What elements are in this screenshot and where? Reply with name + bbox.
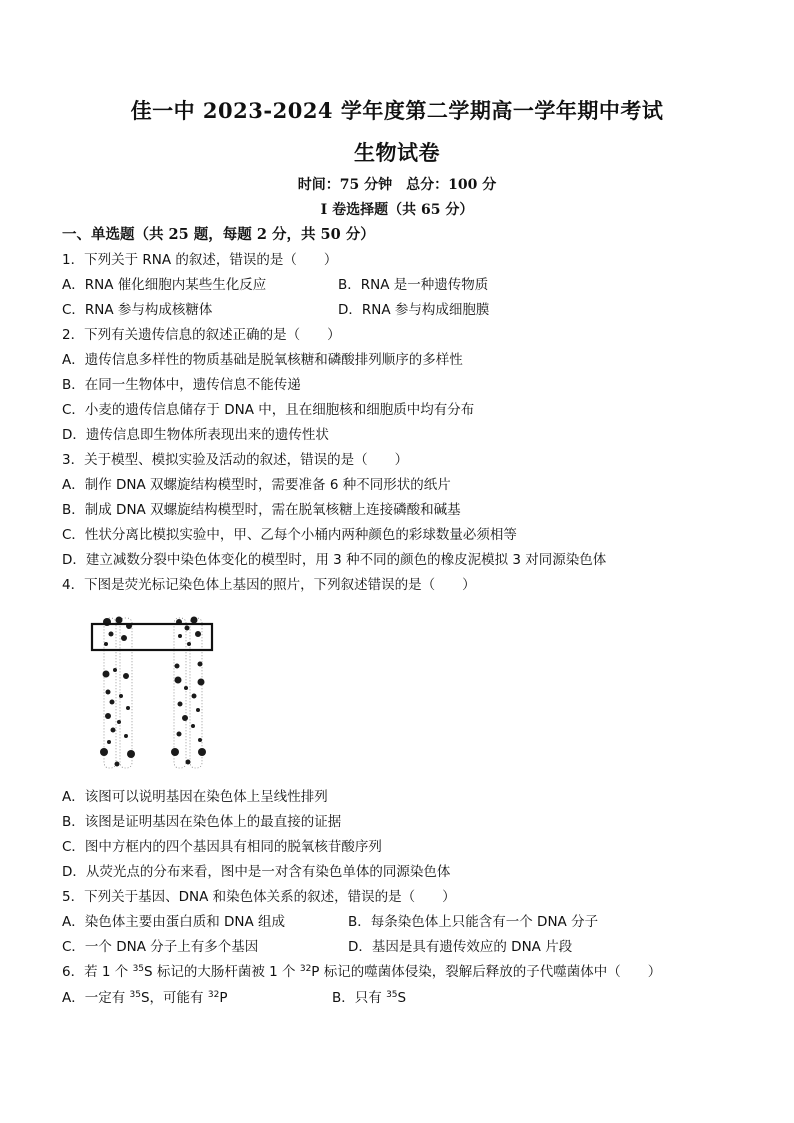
time-score-info: 时间：75 分钟 总分：100 分 <box>297 177 497 193</box>
part-title: I 卷选择题（共 65 分） <box>320 202 474 218</box>
question-4-option-c: C．图中方框内的四个基因具有相同的脱氧核苷酸序列 <box>62 839 382 855</box>
question-5-stem: 5．下列关于基因、DNA 和染色体关系的叙述，错误的是（ ） <box>62 889 456 905</box>
question-1-option-a: A．RNA 催化细胞内某些生化反应 <box>62 277 267 293</box>
question-4-option-b: B．该图是证明基因在染色体上的最直接的证据 <box>62 814 342 830</box>
question-2-option-b: B．在同一生物体中，遗传信息不能传递 <box>62 377 301 393</box>
subject-title: 生物试卷 <box>354 140 440 165</box>
question-5-option-d: D．基因是具有遗传效应的 DNA 片段 <box>348 939 573 955</box>
question-1-option-b: B．RNA 是一种遗传物质 <box>338 277 489 293</box>
question-6-option-a: A．一定有 $^{35}$S，可能有 $^{32}$P <box>62 990 228 1006</box>
question-1-option-c: C．RNA 参与构成核糖体 <box>62 302 213 318</box>
question-3-stem: 3．关于模型、模拟实验及活动的叙述，错误的是（ ） <box>62 452 409 468</box>
question-6-option-b: B．只有 $^{35}$S <box>332 990 407 1006</box>
question-2-option-c: C．小麦的遗传信息储存于 DNA 中，且在细胞核和细胞质中均有分布 <box>62 402 475 418</box>
question-1-option-d: D．RNA 参与构成细胞膜 <box>338 302 490 318</box>
question-5-option-a: A．染色体主要由蛋白质和 DNA 组成 <box>62 914 286 930</box>
question-4-option-a: A．该图可以说明基因在染色体上呈线性排列 <box>62 789 328 805</box>
question-2-option-a: A．遗传信息多样性的物质基础是脱氧核糖和磷酸排列顺序的多样性 <box>62 352 463 368</box>
question-3-option-b: B．制成 DNA 双螺旋结构模型时，需在脱氧核糖上连接磷酸和碱基 <box>62 502 461 518</box>
question-4-option-d: D．从荧光点的分布来看，图中是一对含有染色单体的同源染色体 <box>62 864 451 880</box>
section-heading: 一、单选题（共 25 题，每题 2 分，共 50 分） <box>62 226 375 243</box>
question-3-option-a: A．制作 DNA 双螺旋结构模型时，需要准备 6 种不同形状的纸片 <box>62 477 451 493</box>
question-3-option-c: C．性状分离比模拟实验中，甲、乙每个小桶内两种颜色的彩球数量必须相等 <box>62 527 517 543</box>
exam-title: 佳一中 2023-2024 学年度第二学期高一学年期中考试 <box>130 98 664 123</box>
question-6-stem: 6．若 1 个 $^{35}$S 标记的大肠杆菌被 1 个 $^{32}$P 标记的噬菌体侵染，裂解后释放的子代噬菌体中（ ） <box>62 964 662 980</box>
question-1-stem: 1．下列关于 RNA 的叙述，错误的是（ ） <box>62 252 338 268</box>
question-2-option-d: D．遗传信息即生物体所表现出来的遗传性状 <box>62 427 329 443</box>
chromosome-fluorescence-figure <box>84 604 224 776</box>
question-5-option-b: B．每条染色体上只能含有一个 DNA 分子 <box>348 914 599 930</box>
question-2-stem: 2．下列有关遗传信息的叙述正确的是（ ） <box>62 327 341 343</box>
chromosome-left <box>100 617 135 769</box>
gene-highlight-box <box>92 624 212 650</box>
question-5-option-c: C．一个 DNA 分子上有多个基因 <box>62 939 259 955</box>
chromosome-right <box>171 617 206 769</box>
question-3-option-d: D．建立减数分裂中染色体变化的模型时，用 3 种不同的颜色的橡皮泥模拟 3 对同源染色体 <box>62 552 607 568</box>
question-4-stem: 4．下图是荧光标记染色体上基因的照片，下列叙述错误的是（ ） <box>62 577 476 593</box>
